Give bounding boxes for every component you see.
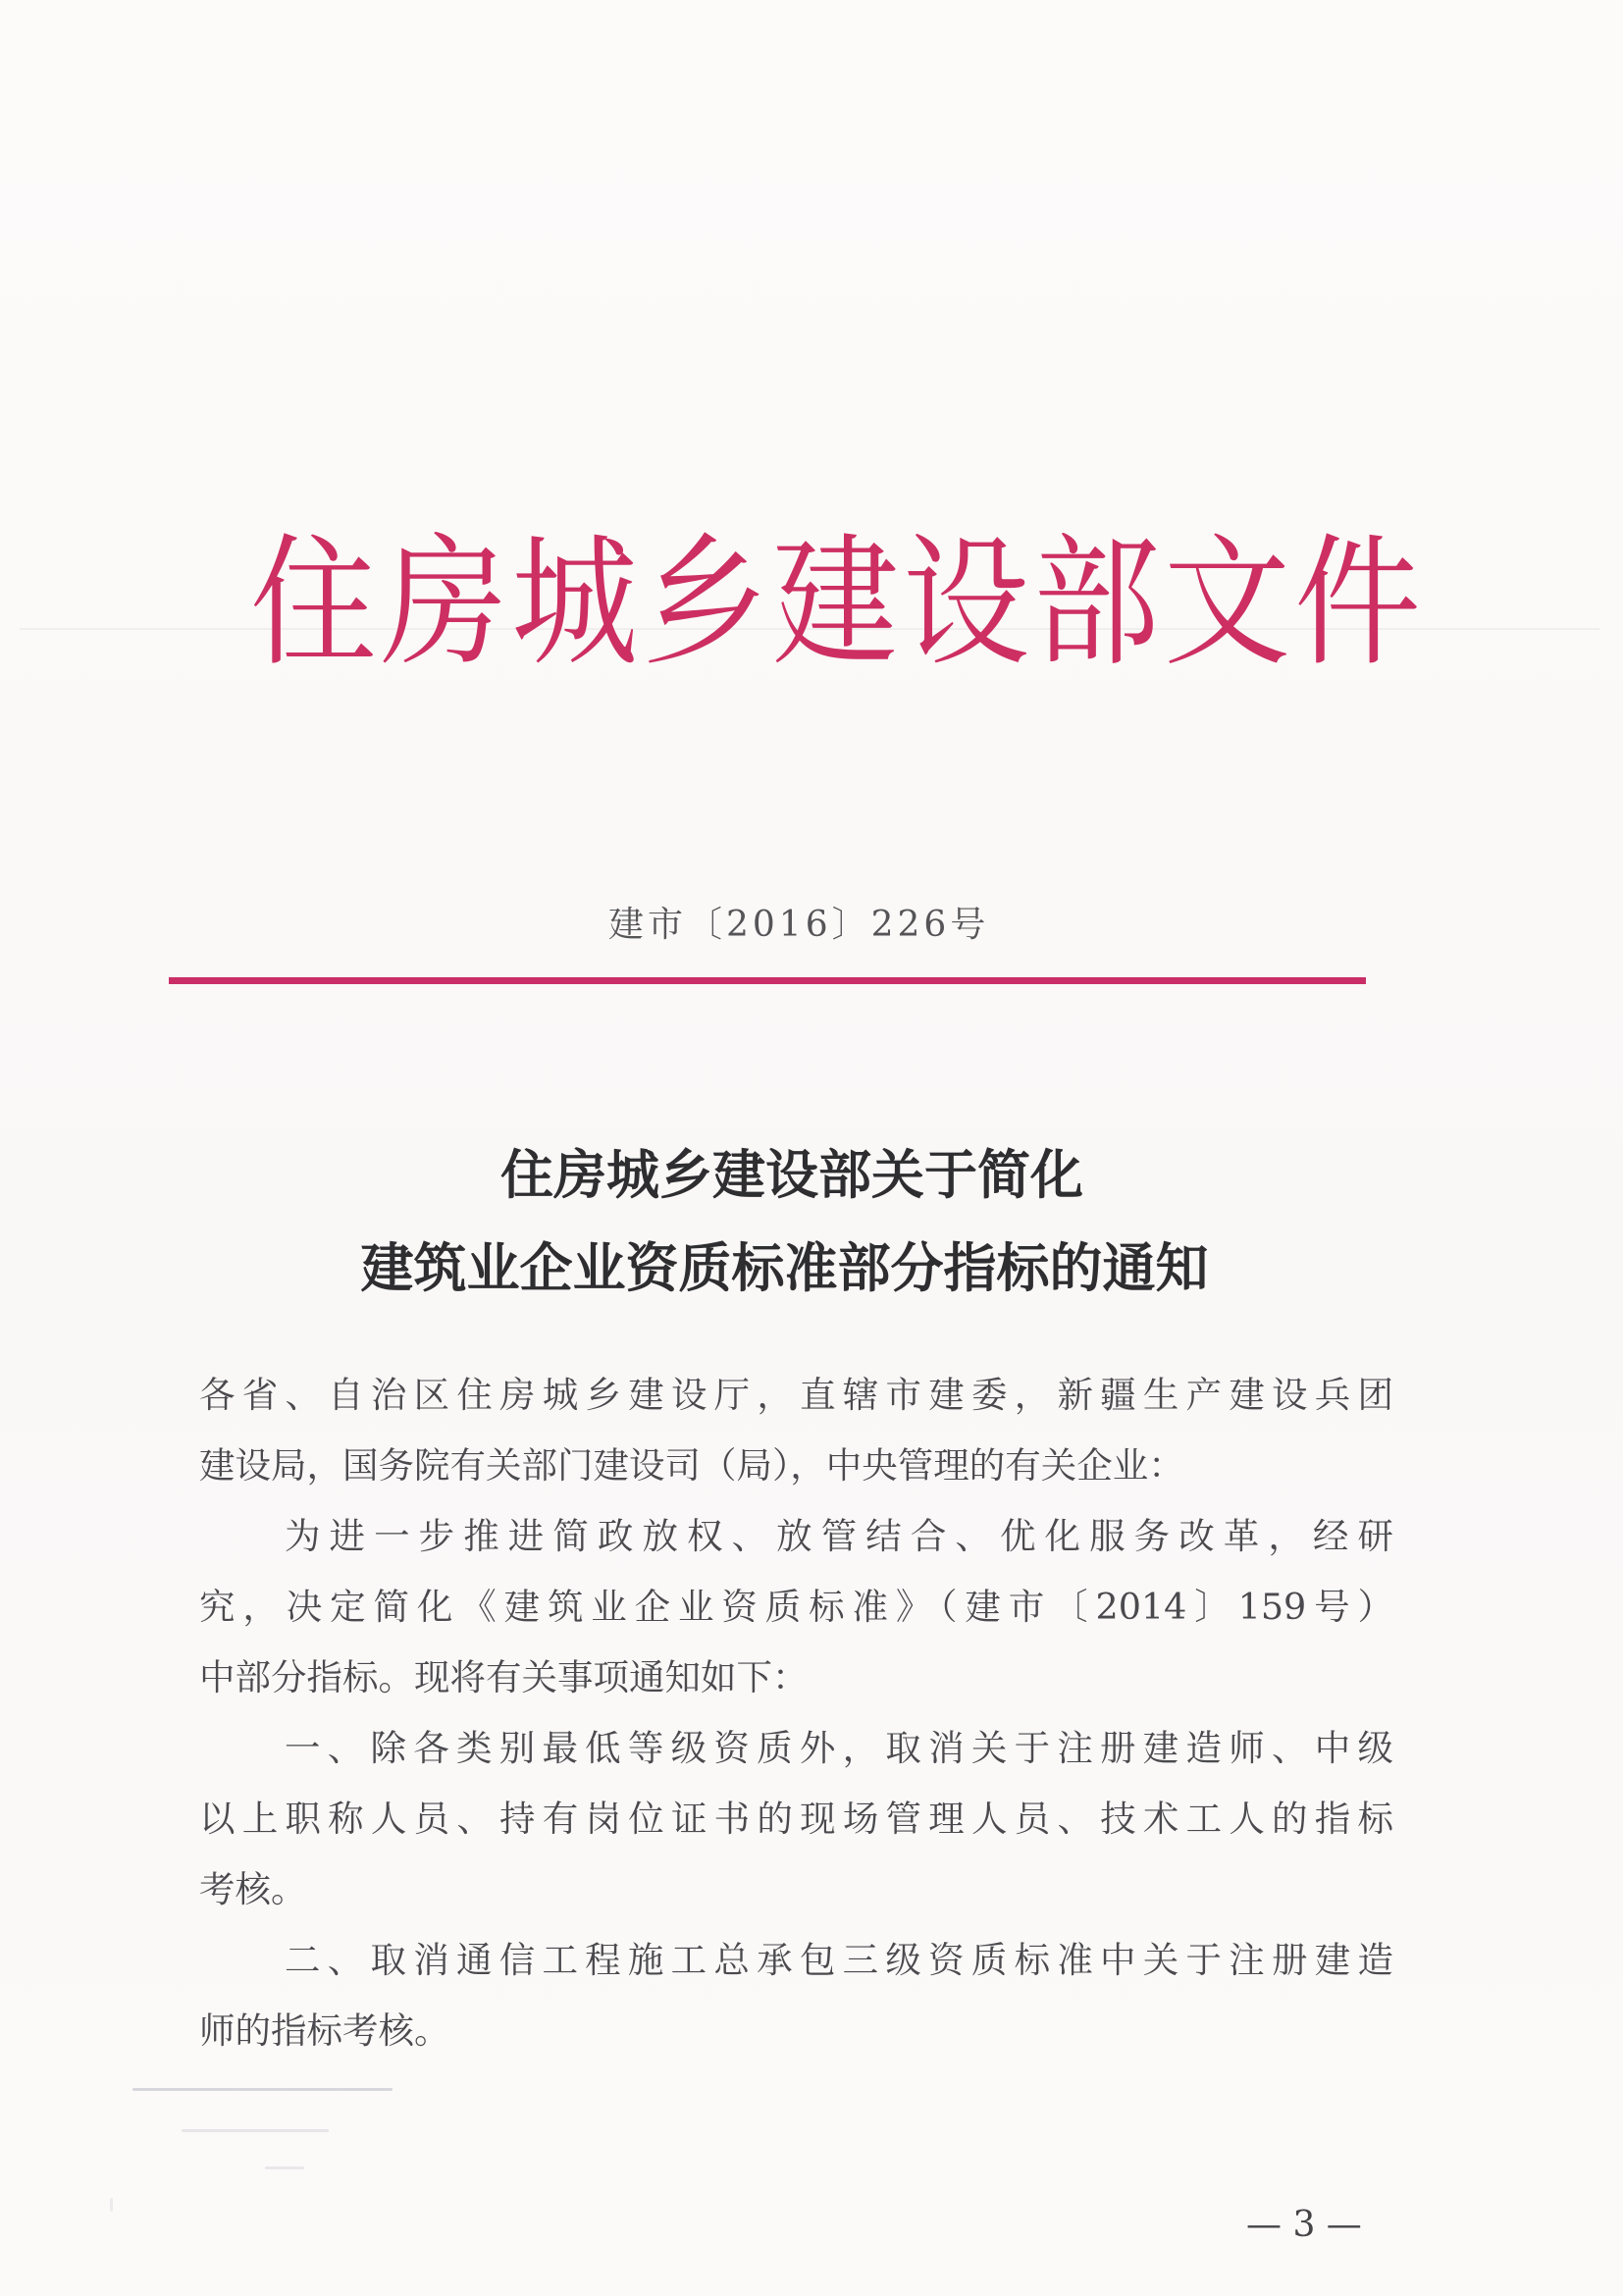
document-number: 建市〔2016〕226号	[608, 905, 990, 945]
body-line-item2-1: 二、取消通信工程施工总承包三级资质标准中关于注册建造	[285, 1939, 1393, 1981]
body-line-intro-3: 中部分指标。现将有关事项通知如下：	[199, 1656, 809, 1698]
scan-artifact-mark	[132, 2088, 393, 2091]
body-line-item2-2: 师的指标考核。	[199, 2009, 450, 2052]
page-number: — 3 —	[1246, 2205, 1362, 2245]
document-title-line-1: 住房城乡建设部关于简化	[500, 1143, 1083, 1206]
body-line-item1-3: 考核。	[199, 1868, 307, 1910]
body-line-addressee-1: 各省、自治区住房城乡建设厅，直辖市建委，新疆生产建设兵团	[199, 1374, 1393, 1416]
body-line-item1-2: 以上职称人员、持有岗位证书的现场管理人员、技术工人的指标	[199, 1798, 1393, 1840]
scan-artifact-mark	[265, 2166, 304, 2169]
body-line-intro-1: 为进一步推进简政放权、放管结合、优化服务改革，经研	[285, 1515, 1393, 1557]
issuer-masthead: 住房城乡建设部文件	[250, 521, 1425, 686]
body-line-item1-1: 一、除各类别最低等级资质外，取消关于注册建造师、中级	[285, 1727, 1393, 1769]
body-line-addressee-2: 建设局，国务院有关部门建设司（局），中央管理的有关企业：	[199, 1444, 1184, 1487]
scan-artifact-mark	[110, 2198, 113, 2212]
body-line-intro-2: 究，决定简化《建筑业企业资质标准》（建市〔2014〕159号）	[199, 1586, 1393, 1628]
scan-artifact-mark	[182, 2129, 329, 2132]
document-title-line-2: 建筑业企业资质标准部分指标的通知	[360, 1236, 1209, 1299]
red-divider-rule	[169, 977, 1366, 984]
